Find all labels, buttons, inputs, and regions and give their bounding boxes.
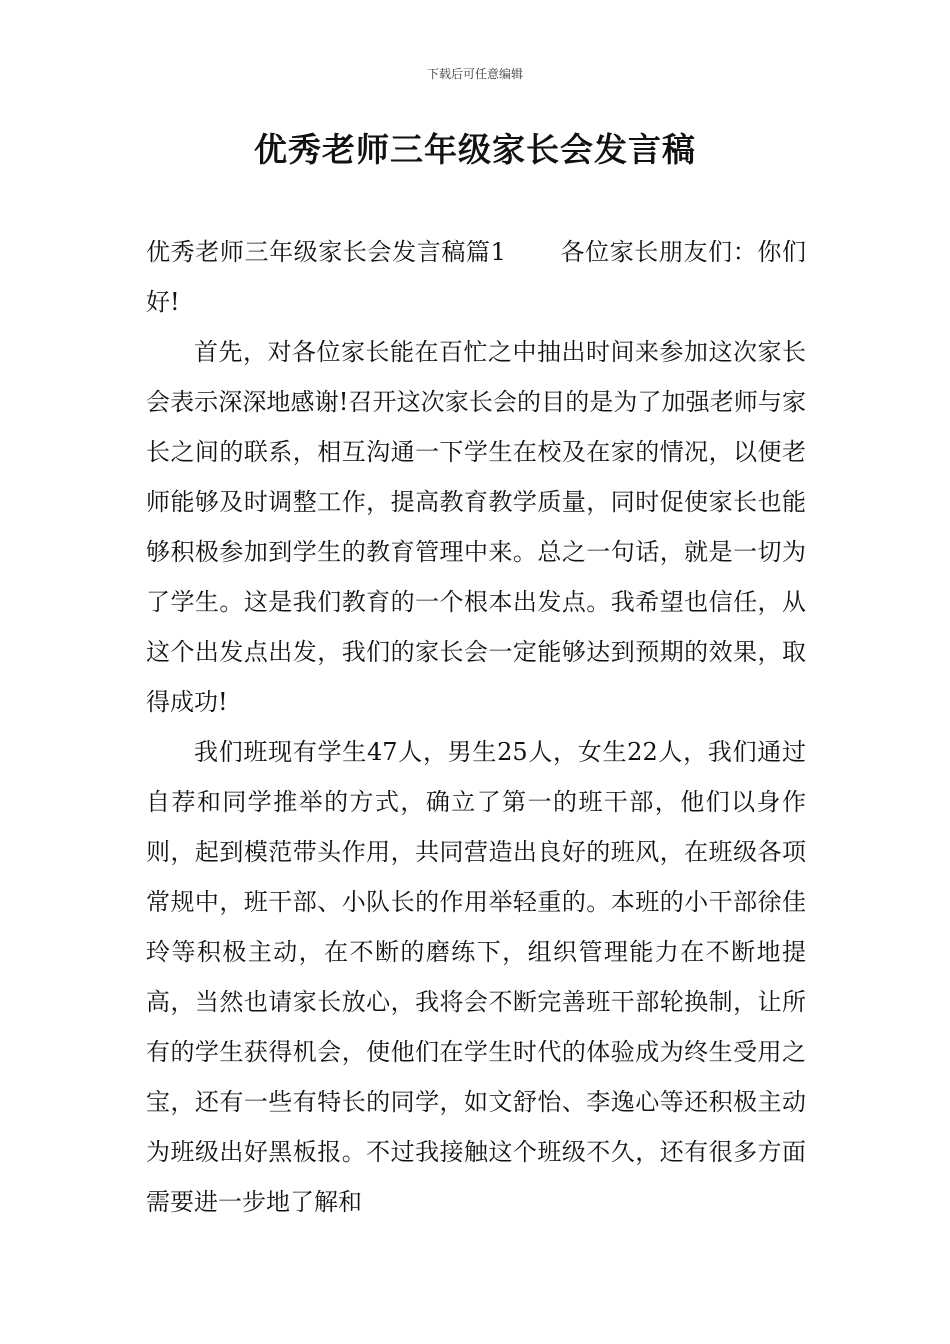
header-note: 下载后可任意编辑 xyxy=(426,67,523,81)
paragraph-1: 首先，对各位家长能在百忙之中抽出时间来参加这次家长会表示深深地感谢!召开这次家长会的目的是为了加强老师与家长之间的联系，相互沟通一下学生在校及在家的情况，以便老师能够及时调整工作，提高教育教学质量，同时促使家长也能够积极参加到学生的教育管理中来。总之一句话，就是一切为了学生。这是我们教育的一个根本出发点。我希望也信任，从这个出发点出发，我们的家长会一定能够达到预期的效果，取得成功! xyxy=(146,338,806,716)
lead-paragraph xyxy=(146,227,806,327)
greeting: 各位家长朋友们：你们好! xyxy=(146,238,806,316)
paragraph-2: 我们班现有学生47人，男生25人，女生22人，我们通过自荐和同学推举的方式，确立了第一的班干部，他们以身作则，起到模范带头作用，共同营造出良好的班风，在班级各项常规中，班干部、小队长的作用举轻重的。本班的小干部徐佳玲等积极主动，在不断的磨练下，组织管理能力在不断地提高，当然也请家长放心，我将会不断完善班干部轮换制，让所有的学生获得机会，使他们在学生时代的体验成为终生受用之宝，还有一些有特长的同学，如文舒怡、李逸心等还积极主动为班级出好黑板报。不过我接触这个班级不久，还有很多方面需要进一步地了解和 xyxy=(146,738,806,1216)
document-title: 优秀老师三年级家长会发言稿 xyxy=(254,130,696,169)
document-body xyxy=(146,227,806,1227)
section-title: 优秀老师三年级家长会发言稿篇1 xyxy=(146,238,506,266)
